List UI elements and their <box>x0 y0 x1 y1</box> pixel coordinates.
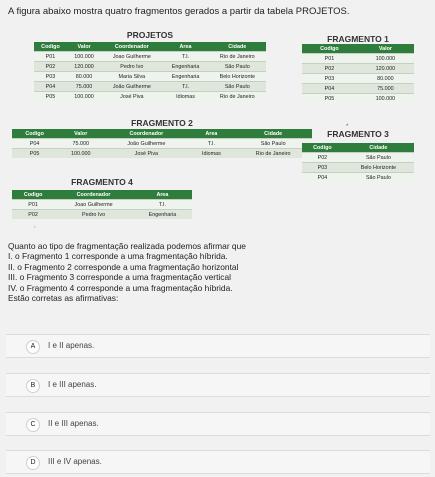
fragmento3-title: FRAGMENTO 3 <box>327 129 389 139</box>
table-cell: 100.000 <box>57 149 104 159</box>
column-header: Coordenador <box>104 129 188 139</box>
table-cell: Joao Guilherme <box>101 52 162 62</box>
header-row <box>302 44 414 54</box>
table-cell: José Piva <box>101 92 162 102</box>
table-cell: P05 <box>12 149 57 159</box>
table-cell: São Paulo <box>209 62 266 72</box>
table-cell: P05 <box>34 92 67 102</box>
option-d[interactable] <box>6 450 430 474</box>
table-row <box>34 52 266 62</box>
option-d-text: III e IV apenas. <box>48 457 102 466</box>
column-header: Cidade <box>209 42 266 52</box>
table-row <box>302 94 414 104</box>
column-header: Coordenador <box>54 190 133 200</box>
table-row <box>302 173 414 183</box>
table-cell: 75.000 <box>357 84 414 94</box>
header-row <box>12 129 312 139</box>
table-cell: Engenharia <box>163 62 209 72</box>
header-row <box>12 190 192 200</box>
table-cell: Engenharia <box>133 210 192 220</box>
column-header: Valor <box>357 44 414 54</box>
table-row <box>302 153 414 163</box>
statement-iv: IV. o Fragmento 4 corresponde a uma fragmentação híbrida. <box>8 282 233 293</box>
column-header: Cidade <box>343 143 414 153</box>
table-cell: São Paulo <box>343 173 414 183</box>
table-cell: São Paulo <box>209 82 266 92</box>
column-header: Coordenador <box>101 42 162 52</box>
table-cell: Joao Guilherme <box>54 200 133 210</box>
table-cell: 80.000 <box>357 74 414 84</box>
table-cell: 75.000 <box>67 82 101 92</box>
table-cell: P01 <box>12 200 54 210</box>
table-cell: 80.000 <box>67 72 101 82</box>
statement-ii: II. o Fragmento 2 corresponde a uma fragmentação horizontal <box>8 261 239 272</box>
table-cell: Pedro Ivo <box>54 210 133 220</box>
table-cell: 100.000 <box>357 54 414 64</box>
table-cell: Pedro Ivo <box>101 62 162 72</box>
column-header: Cidade <box>234 129 312 139</box>
table-cell: São Paulo <box>234 139 312 149</box>
stray-mark-comma: , <box>34 223 36 229</box>
table-cell: P04 <box>12 139 57 149</box>
table-cell: José Piva <box>104 149 188 159</box>
option-a-letter: A <box>26 340 40 354</box>
column-header: Valor <box>57 129 104 139</box>
column-header: Codigo <box>302 44 357 54</box>
table-cell: T.I. <box>163 82 209 92</box>
option-b-letter: B <box>26 379 40 393</box>
header-row <box>302 143 414 153</box>
table-cell: P02 <box>302 64 357 74</box>
fragmento4-title: FRAGMENTO 4 <box>71 177 133 187</box>
table-cell: Belo Horizonte <box>209 72 266 82</box>
table-row <box>302 163 414 173</box>
table-cell: Idiomas <box>163 92 209 102</box>
table-cell: P01 <box>34 52 67 62</box>
table-cell: T.I. <box>133 200 192 210</box>
table-cell: T.I. <box>188 139 234 149</box>
column-header: Codigo <box>12 190 54 200</box>
question-prompt: Estão corretas as afirmativas: <box>8 293 119 304</box>
option-c[interactable] <box>6 412 430 436</box>
table-cell: P03 <box>302 74 357 84</box>
table-row <box>34 72 266 82</box>
table-cell: P02 <box>302 153 343 163</box>
table-row <box>12 210 192 220</box>
table-cell: P04 <box>302 84 357 94</box>
header-row <box>34 42 266 52</box>
table-cell: Idiomas <box>188 149 234 159</box>
table-cell: João Guilherme <box>101 82 162 92</box>
table-cell: Rio de Janeiro <box>209 52 266 62</box>
question-block <box>8 241 428 303</box>
fragmento1-title: FRAGMENTO 1 <box>327 34 389 44</box>
option-a-text: I e II apenas. <box>48 341 95 350</box>
table-cell: Maria Silva <box>101 72 162 82</box>
table-cell: João Guilherme <box>104 139 188 149</box>
table-row <box>302 64 414 74</box>
table-cell: Belo Horizonte <box>343 163 414 173</box>
option-b-text: I e III apenas. <box>48 380 97 389</box>
column-header: Valor <box>67 42 101 52</box>
table-cell: Rio de Janeiro <box>209 92 266 102</box>
statement-i: I. o Fragmento 1 corresponde a uma fragmentação híbrida. <box>8 251 228 262</box>
stray-mark-star: * <box>346 124 349 130</box>
table-row <box>12 200 192 210</box>
option-b[interactable] <box>6 373 430 397</box>
table-cell: 75.000 <box>57 139 104 149</box>
option-c-letter: C <box>26 418 40 432</box>
fragmento3-table <box>302 143 414 182</box>
column-header: Codigo <box>34 42 67 52</box>
question-line: Quanto ao tipo de fragmentação realizada podemos afirmar que <box>8 241 246 251</box>
table-row <box>34 82 266 92</box>
intro-text: A figura abaixo mostra quatro fragmentos gerados a partir da tabela PROJETOS. <box>8 6 350 17</box>
table-cell: P05 <box>302 94 357 104</box>
table-cell: T.I. <box>163 52 209 62</box>
table-cell: 100.000 <box>67 52 101 62</box>
fragmento2-title: FRAGMENTO 2 <box>131 118 193 128</box>
column-header: Codigo <box>302 143 343 153</box>
table-cell: São Paulo <box>343 153 414 163</box>
column-header: Area <box>133 190 192 200</box>
table-cell: P02 <box>12 210 54 220</box>
table-row <box>302 84 414 94</box>
table-cell: 100.000 <box>357 94 414 104</box>
table-cell: P02 <box>34 62 67 72</box>
table-row <box>12 139 312 149</box>
option-a[interactable] <box>6 334 430 358</box>
table-cell: P04 <box>34 82 67 92</box>
column-header: Codigo <box>12 129 57 139</box>
projetos-title: PROJETOS <box>126 30 174 40</box>
option-c-text: II e III apenas. <box>48 419 99 428</box>
table-cell: P03 <box>34 72 67 82</box>
table-cell: P03 <box>302 163 343 173</box>
table-row <box>302 54 414 64</box>
statement-iii: III. o Fragmento 3 corresponde a uma fragmentação vertical <box>8 272 231 283</box>
table-row <box>34 92 266 102</box>
table-row <box>302 74 414 84</box>
column-header: Area <box>163 42 209 52</box>
table-cell: P04 <box>302 173 343 183</box>
projetos-table <box>34 42 266 101</box>
table-cell: 100.000 <box>67 92 101 102</box>
table-row <box>12 149 312 159</box>
table-row <box>34 62 266 72</box>
table-cell: 120.000 <box>357 64 414 74</box>
fragmento4-table <box>12 190 192 219</box>
table-cell: P01 <box>302 54 357 64</box>
column-header: Area <box>188 129 234 139</box>
option-d-letter: D <box>26 456 40 470</box>
table-cell: Rio de Janeiro <box>234 149 312 159</box>
table-cell: 120.000 <box>67 62 101 72</box>
fragmento1-table <box>302 44 414 103</box>
fragmento2-table <box>12 129 312 158</box>
table-cell: Engenharia <box>163 72 209 82</box>
